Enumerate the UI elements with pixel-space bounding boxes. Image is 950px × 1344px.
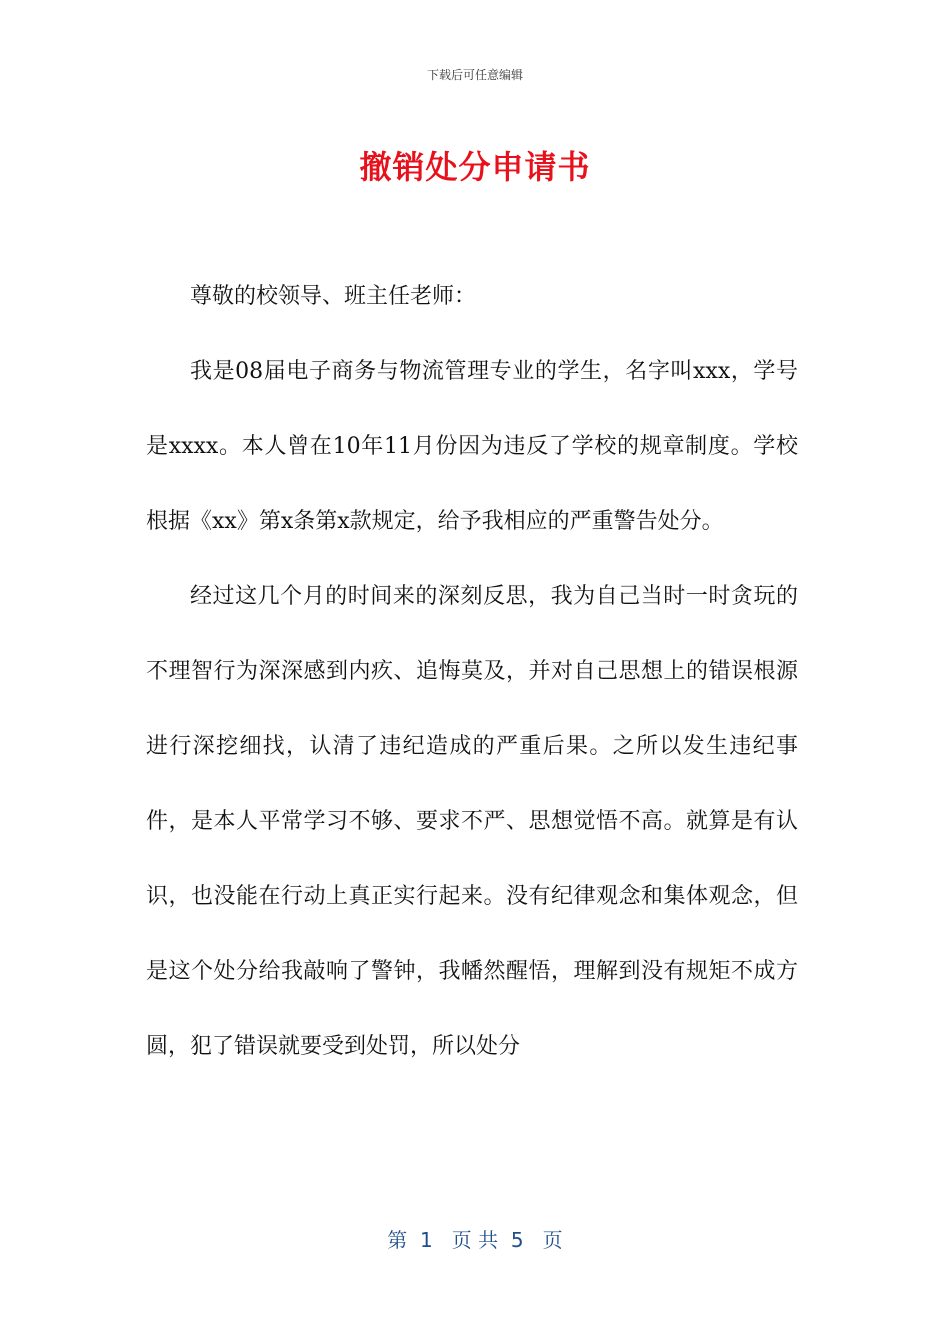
header-note: 下载后可任意编辑	[426, 68, 523, 82]
salutation: 尊敬的校领导、班主任老师：	[190, 284, 477, 309]
paragraph-2: 经过这几个月的时间来的深刻反思，我为自己当时一时贪玩的不理智行为深深感到内疚、追悔莫及，并对自己思想上的错误根源进行深挖细找，认清了违纪造成的严重后果。之所以发生违纪事件，是本人平常学习不够、要求不严、思想觉悟不高。就算是有认识，也没能在行动上真正实行起来。没有纪律观念和集体观念，但是这个处分给我敲响了警钟，我幡然醒悟，理解到没有规矩不成方圆，犯了错误就要受到处罚，所以处分	[146, 584, 798, 1059]
document-body	[146, 259, 798, 1084]
page-number-footer: 第 1 页 共 5 页	[387, 1228, 563, 1252]
document-title: 撤销处分申请书	[359, 148, 591, 186]
paragraph-1: 我是08届电子商务与物流管理专业的学生，名字叫xxx，学号是xxxx。本人曾在10年11月份因为违反了学校的规章制度。学校根据《xx》第x条第x款规定，给予我相应的严重警告处分。	[146, 359, 798, 534]
